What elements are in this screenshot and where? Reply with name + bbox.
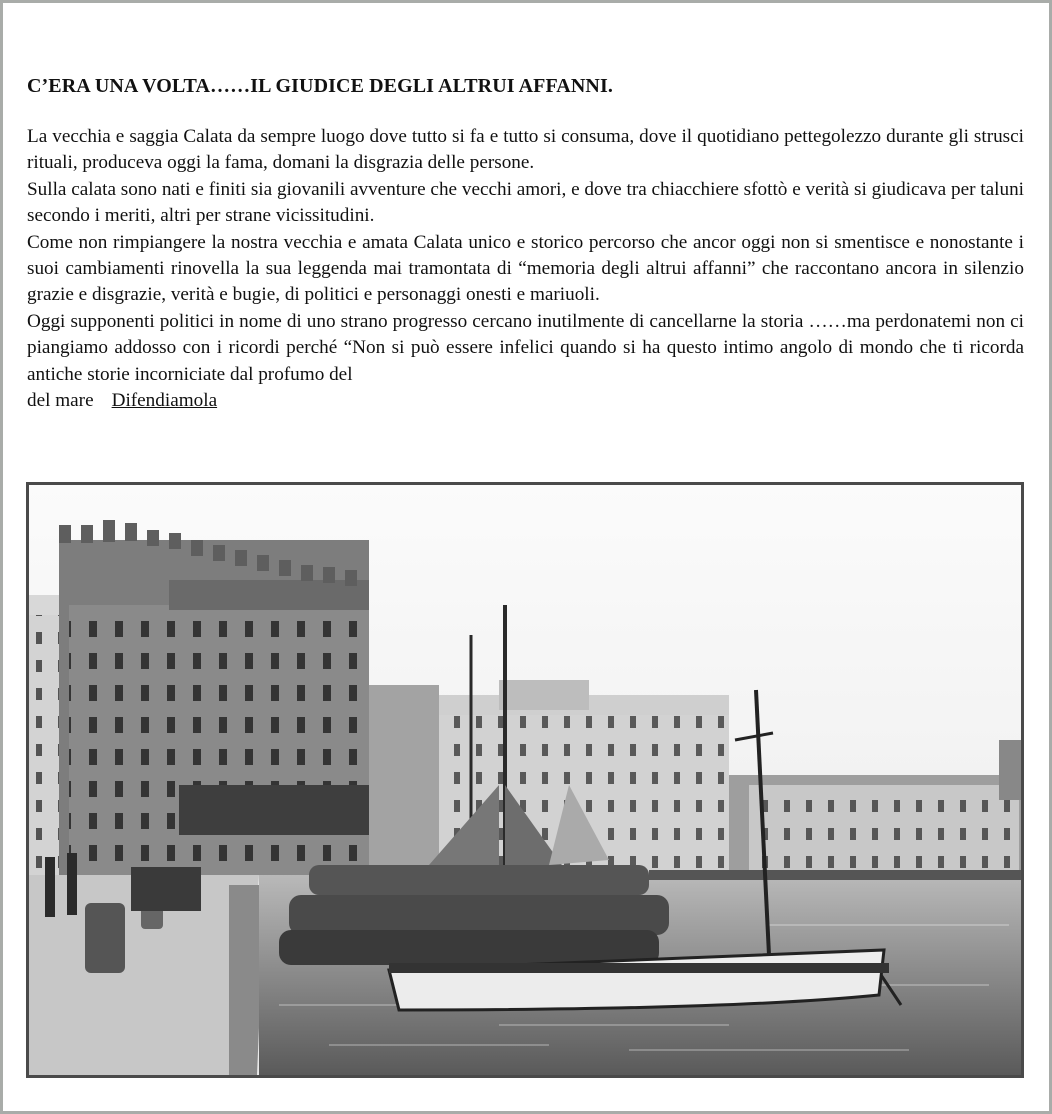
paragraph-2: Sulla calata sono nati e finiti sia giovanili avventure che vecchi amori, e dove tra chiacchiere sfottò e verità si giudicava per taluni secondo i meriti, altri per strane vicissitudini. — [27, 178, 1024, 227]
paragraph-3: Come non rimpiangere la nostra vecchia e amata Calata unico e storico percorso che ancor oggi non si smentisce e nonostante i suoi cambiamenti rinovella la sua leggenda mai tramontata di “memoria degli altrui affanni” che raccontano ancora in silenzio grazie e disgrazie, verità e bugie, di politici e personaggi onesti e mariuoli. — [27, 231, 1024, 306]
paragraph-4: Oggi supponenti politici in nome di uno strano progresso cercano inutilmente di cancellarne la storia ……ma perdonatemi non ci piangiamo addosso con i ricordi perché “Non si può essere infelici quando si ha questo intimo angolo di mondo che ti ricorda antiche storie incorniciate dal profumo del — [27, 310, 1024, 385]
article-title: C’ERA UNA VOLTA……IL GIUDICE DEGLI ALTRUI AFFANNI. — [27, 75, 613, 97]
article-body — [27, 124, 1024, 414]
harbor-photo — [26, 482, 1024, 1078]
closing-line — [27, 388, 1024, 414]
difendiamola-link[interactable]: Difendiamola — [111, 390, 218, 412]
article — [27, 72, 1024, 414]
harbor-photo-illustration — [29, 485, 1021, 1075]
closing-text: del mare — [27, 390, 94, 412]
paragraph-1: La vecchia e saggia Calata da sempre luogo dove tutto si fa e tutto si consuma, dove il quotidiano pettegolezzo durante gli strusci rituali, produceva oggi la fama, domani la disgrazia delle persone. — [27, 126, 1024, 174]
